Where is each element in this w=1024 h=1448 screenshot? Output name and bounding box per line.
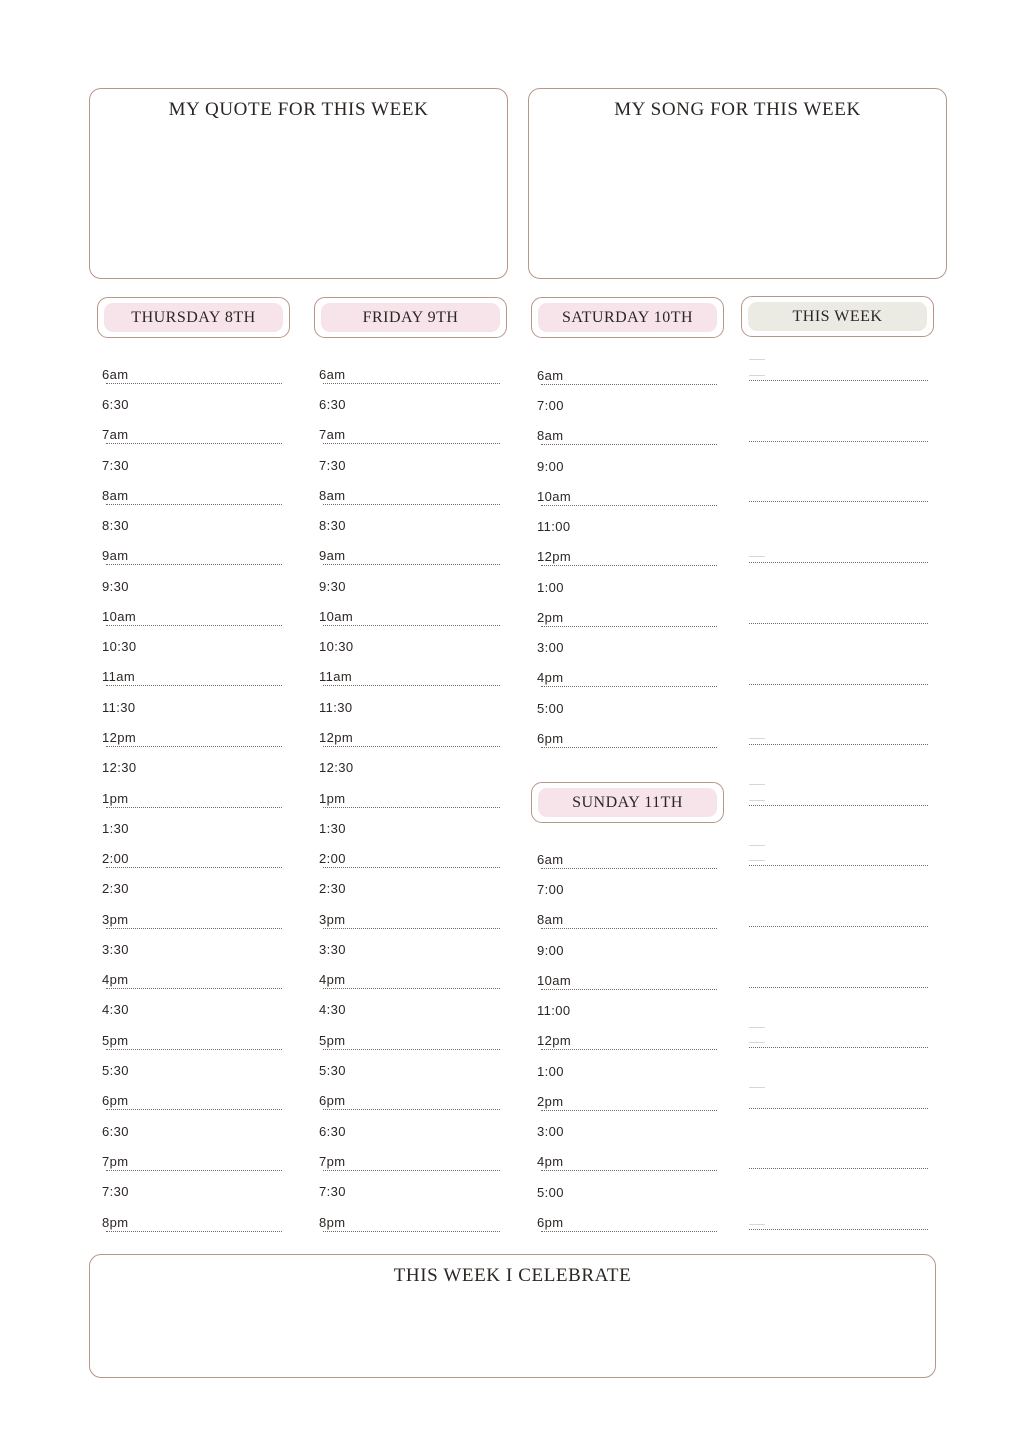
entry-line[interactable] xyxy=(323,383,500,384)
time-label: 6am xyxy=(537,852,564,867)
time-slot[interactable] xyxy=(102,367,282,397)
sunday-header xyxy=(531,782,724,823)
time-label: 8am xyxy=(537,428,564,443)
time-slot[interactable] xyxy=(102,669,282,699)
time-label: 8:30 xyxy=(102,518,129,533)
time-label: 8am xyxy=(319,488,346,503)
time-slot[interactable] xyxy=(537,610,717,640)
time-label: 7:00 xyxy=(537,882,564,897)
time-label: 5:00 xyxy=(537,701,564,716)
time-label: 4pm xyxy=(537,670,564,685)
faint-tick xyxy=(749,860,765,861)
entry-line[interactable] xyxy=(323,504,500,505)
time-label: 4pm xyxy=(537,1154,564,1169)
time-label: 4pm xyxy=(319,972,346,987)
time-slot[interactable] xyxy=(102,548,282,578)
time-label: 5pm xyxy=(102,1033,129,1048)
time-slot[interactable] xyxy=(102,730,282,760)
time-label: 9:30 xyxy=(102,579,129,594)
time-label: 1:00 xyxy=(537,580,564,595)
faint-tick xyxy=(749,1027,765,1028)
entry-line[interactable] xyxy=(323,746,500,747)
time-label: 3:00 xyxy=(537,640,564,655)
time-label: 5pm xyxy=(319,1033,346,1048)
entry-line[interactable] xyxy=(323,564,500,565)
time-label: 7am xyxy=(102,427,129,442)
faint-tick xyxy=(749,1087,765,1088)
week-entry-line[interactable] xyxy=(749,1229,928,1230)
entry-line[interactable] xyxy=(106,1049,282,1050)
time-label: 8:30 xyxy=(319,518,346,533)
time-slot[interactable] xyxy=(319,851,500,881)
time-slot xyxy=(319,1184,500,1214)
entry-line[interactable] xyxy=(541,686,717,687)
saturday-header xyxy=(531,297,724,338)
time-slot[interactable] xyxy=(319,912,500,942)
celebrate-box[interactable] xyxy=(89,1254,936,1378)
time-label: 6pm xyxy=(537,731,564,746)
this-week-header xyxy=(741,296,934,337)
time-label: 7:30 xyxy=(319,1184,346,1199)
time-slot[interactable] xyxy=(537,670,717,700)
time-label: 5:00 xyxy=(537,1185,564,1200)
time-label: 7pm xyxy=(102,1154,129,1169)
time-slot[interactable] xyxy=(537,731,717,761)
week-entry-line[interactable] xyxy=(749,501,928,502)
time-slot xyxy=(537,701,717,731)
time-label: 6am xyxy=(319,367,346,382)
time-label: 6:30 xyxy=(319,397,346,412)
time-slot xyxy=(319,397,500,427)
time-label: 3:00 xyxy=(537,1124,564,1139)
entry-line[interactable] xyxy=(541,1170,717,1171)
time-slot xyxy=(537,1185,717,1215)
time-label: 12:30 xyxy=(102,760,137,775)
time-label: 2pm xyxy=(537,1094,564,1109)
entry-line[interactable] xyxy=(323,625,500,626)
entry-line[interactable] xyxy=(323,807,500,808)
time-label: 9am xyxy=(319,548,346,563)
time-slot[interactable] xyxy=(319,548,500,578)
time-label: 10:30 xyxy=(319,639,354,654)
time-slot xyxy=(537,580,717,610)
time-slot xyxy=(319,518,500,548)
time-slot xyxy=(102,1124,282,1154)
entry-line[interactable] xyxy=(106,564,282,565)
time-slot[interactable] xyxy=(102,851,282,881)
time-label: 7:00 xyxy=(537,398,564,413)
week-entry-line[interactable] xyxy=(749,441,928,442)
time-slot[interactable] xyxy=(537,1094,717,1124)
friday-label: FRIDAY 9TH xyxy=(321,303,500,332)
time-label: 3pm xyxy=(319,912,346,927)
week-entry-line[interactable] xyxy=(749,562,928,563)
time-slot xyxy=(102,397,282,427)
time-slot[interactable] xyxy=(319,1215,500,1245)
time-label: 6:30 xyxy=(102,1124,129,1139)
time-slot xyxy=(102,579,282,609)
time-slot xyxy=(319,881,500,911)
time-slot xyxy=(319,1124,500,1154)
time-label: 6pm xyxy=(102,1093,129,1108)
time-label: 12pm xyxy=(319,730,354,745)
time-slot xyxy=(102,1063,282,1093)
time-slot[interactable] xyxy=(319,669,500,699)
time-label: 8pm xyxy=(102,1215,129,1230)
time-slot xyxy=(102,1002,282,1032)
time-slot xyxy=(102,1184,282,1214)
time-slot[interactable] xyxy=(319,1093,500,1123)
time-label: 1pm xyxy=(319,791,346,806)
entry-line[interactable] xyxy=(106,746,282,747)
time-slot[interactable] xyxy=(102,972,282,1002)
time-label: 7:30 xyxy=(102,1184,129,1199)
time-slot xyxy=(537,519,717,549)
time-label: 4:30 xyxy=(319,1002,346,1017)
time-slot[interactable] xyxy=(102,1215,282,1245)
entry-line[interactable] xyxy=(541,626,717,627)
thursday-label: THURSDAY 8TH xyxy=(104,303,283,332)
time-slot[interactable] xyxy=(537,489,717,519)
time-label: 2:00 xyxy=(102,851,129,866)
week-entry-line[interactable] xyxy=(749,987,928,988)
time-label: 6:30 xyxy=(102,397,129,412)
time-label: 11:00 xyxy=(537,519,571,534)
time-slot xyxy=(102,458,282,488)
time-label: 9am xyxy=(102,548,129,563)
entry-line[interactable] xyxy=(323,1231,500,1232)
time-label: 3:30 xyxy=(319,942,346,957)
time-slot[interactable] xyxy=(319,730,500,760)
faint-tick xyxy=(749,1224,765,1225)
entry-line[interactable] xyxy=(106,1231,282,1232)
week-entry-line[interactable] xyxy=(749,1047,928,1048)
time-label: 10am xyxy=(537,489,572,504)
time-slot xyxy=(537,943,717,973)
time-slot xyxy=(319,760,500,790)
time-label: 2pm xyxy=(537,610,564,625)
week-entry-line[interactable] xyxy=(749,865,928,866)
time-slot[interactable] xyxy=(319,427,500,457)
time-slot[interactable] xyxy=(537,428,717,458)
time-slot[interactable] xyxy=(319,972,500,1002)
time-label: 8am xyxy=(537,912,564,927)
entry-line[interactable] xyxy=(106,1109,282,1110)
faint-tick xyxy=(749,359,765,360)
time-label: 7am xyxy=(319,427,346,442)
time-label: 11:30 xyxy=(102,700,136,715)
time-label: 2:30 xyxy=(319,881,346,896)
time-slot xyxy=(102,881,282,911)
time-label: 1:30 xyxy=(319,821,346,836)
time-slot xyxy=(319,639,500,669)
time-label: 9:00 xyxy=(537,943,564,958)
time-slot xyxy=(102,700,282,730)
saturday-label: SATURDAY 10TH xyxy=(538,303,717,332)
time-slot xyxy=(102,760,282,790)
entry-line[interactable] xyxy=(541,928,717,929)
time-label: 10:30 xyxy=(102,639,137,654)
time-slot[interactable] xyxy=(102,912,282,942)
time-label: 5:30 xyxy=(102,1063,129,1078)
week-entry-line[interactable] xyxy=(749,1168,928,1169)
time-label: 11:30 xyxy=(319,700,353,715)
time-label: 10am xyxy=(102,609,137,624)
entry-line[interactable] xyxy=(323,685,500,686)
entry-line[interactable] xyxy=(541,444,717,445)
entry-line[interactable] xyxy=(106,807,282,808)
entry-line[interactable] xyxy=(106,504,282,505)
entry-line[interactable] xyxy=(106,685,282,686)
time-label: 11am xyxy=(319,669,353,684)
entry-line[interactable] xyxy=(106,383,282,384)
entry-line[interactable] xyxy=(541,868,717,869)
time-slot[interactable] xyxy=(102,791,282,821)
this-week-label: THIS WEEK xyxy=(748,302,927,331)
time-label: 9:00 xyxy=(537,459,564,474)
faint-tick xyxy=(749,784,765,785)
faint-tick xyxy=(749,1042,765,1043)
entry-line[interactable] xyxy=(541,1110,717,1111)
time-label: 11:00 xyxy=(537,1003,571,1018)
friday-header xyxy=(314,297,507,338)
week-entry-line[interactable] xyxy=(749,744,928,745)
time-slot[interactable] xyxy=(319,367,500,397)
entry-line[interactable] xyxy=(106,1170,282,1171)
time-slot[interactable] xyxy=(537,549,717,579)
time-slot xyxy=(537,398,717,428)
time-label: 5:30 xyxy=(319,1063,346,1078)
time-label: 1pm xyxy=(102,791,129,806)
time-slot[interactable] xyxy=(319,1033,500,1063)
saturday-schedule xyxy=(537,368,717,748)
time-label: 2:00 xyxy=(319,851,346,866)
entry-line[interactable] xyxy=(323,443,500,444)
entry-line[interactable] xyxy=(541,1231,717,1232)
time-slot[interactable] xyxy=(537,973,717,1003)
time-slot xyxy=(537,640,717,670)
entry-line[interactable] xyxy=(323,867,500,868)
week-entry-line[interactable] xyxy=(749,805,928,806)
time-slot[interactable] xyxy=(537,1033,717,1063)
song-box-title: MY SONG FOR THIS WEEK xyxy=(614,99,861,120)
entry-line[interactable] xyxy=(323,1170,500,1171)
time-label: 8pm xyxy=(319,1215,346,1230)
time-label: 8am xyxy=(102,488,129,503)
time-slot[interactable] xyxy=(537,852,717,882)
sunday-label: SUNDAY 11TH xyxy=(538,788,717,817)
celebrate-title: THIS WEEK I CELEBRATE xyxy=(393,1265,632,1286)
week-entry-line[interactable] xyxy=(749,684,928,685)
entry-line[interactable] xyxy=(541,565,717,566)
time-slot[interactable] xyxy=(319,609,500,639)
time-slot xyxy=(319,700,500,730)
time-slot[interactable] xyxy=(102,1033,282,1063)
time-slot[interactable] xyxy=(537,368,717,398)
time-slot xyxy=(102,821,282,851)
time-slot[interactable] xyxy=(319,1154,500,1184)
quote-box[interactable] xyxy=(89,88,508,279)
thursday-schedule xyxy=(102,367,282,1247)
time-label: 7pm xyxy=(319,1154,346,1169)
time-label: 10am xyxy=(537,973,572,988)
this-week-list xyxy=(749,350,930,1240)
entry-line[interactable] xyxy=(323,988,500,989)
time-label: 4pm xyxy=(102,972,129,987)
time-slot[interactable] xyxy=(102,488,282,518)
thursday-header xyxy=(97,297,290,338)
time-label: 12pm xyxy=(537,1033,572,1048)
time-label: 12pm xyxy=(537,549,572,564)
time-slot[interactable] xyxy=(102,609,282,639)
quote-box-title: MY QUOTE FOR THIS WEEK xyxy=(168,99,429,120)
time-slot xyxy=(319,1002,500,1032)
time-slot xyxy=(537,1003,717,1033)
time-slot xyxy=(319,458,500,488)
faint-tick xyxy=(749,800,765,801)
time-slot[interactable] xyxy=(537,1215,717,1245)
time-slot xyxy=(102,942,282,972)
time-slot xyxy=(537,1064,717,1094)
faint-tick xyxy=(749,375,765,376)
time-slot[interactable] xyxy=(102,427,282,457)
time-label: 6am xyxy=(102,367,129,382)
week-entry-line[interactable] xyxy=(749,1108,928,1109)
time-slot xyxy=(319,942,500,972)
time-label: 7:30 xyxy=(319,458,346,473)
time-label: 6:30 xyxy=(319,1124,346,1139)
week-entry-line[interactable] xyxy=(749,380,928,381)
time-label: 4:30 xyxy=(102,1002,129,1017)
time-label: 6pm xyxy=(319,1093,346,1108)
time-label: 10am xyxy=(319,609,354,624)
time-slot[interactable] xyxy=(319,488,500,518)
entry-line[interactable] xyxy=(106,988,282,989)
time-label: 9:30 xyxy=(319,579,346,594)
time-slot xyxy=(319,821,500,851)
time-label: 6pm xyxy=(537,1215,564,1230)
time-slot[interactable] xyxy=(102,1093,282,1123)
entry-line[interactable] xyxy=(541,1049,717,1050)
time-label: 3:30 xyxy=(102,942,129,957)
entry-line[interactable] xyxy=(541,384,717,385)
time-label: 1:30 xyxy=(102,821,129,836)
time-slot[interactable] xyxy=(537,912,717,942)
week-entry-line[interactable] xyxy=(749,623,928,624)
time-label: 7:30 xyxy=(102,458,129,473)
time-slot xyxy=(537,1124,717,1154)
entry-line[interactable] xyxy=(323,928,500,929)
entry-line[interactable] xyxy=(541,989,717,990)
faint-tick xyxy=(749,556,765,557)
entry-line[interactable] xyxy=(323,1109,500,1110)
faint-tick xyxy=(749,738,765,739)
entry-line[interactable] xyxy=(323,1049,500,1050)
entry-line[interactable] xyxy=(541,505,717,506)
time-slot xyxy=(102,518,282,548)
time-slot[interactable] xyxy=(102,1154,282,1184)
friday-schedule xyxy=(319,367,500,1247)
time-label: 11am xyxy=(102,669,136,684)
time-slot[interactable] xyxy=(319,791,500,821)
time-slot xyxy=(319,579,500,609)
entry-line[interactable] xyxy=(541,747,717,748)
week-entry-line[interactable] xyxy=(749,926,928,927)
entry-line[interactable] xyxy=(106,867,282,868)
entry-line[interactable] xyxy=(106,625,282,626)
entry-line[interactable] xyxy=(106,928,282,929)
time-slot[interactable] xyxy=(537,1154,717,1184)
time-label: 12:30 xyxy=(319,760,354,775)
time-slot xyxy=(537,882,717,912)
time-slot xyxy=(537,459,717,489)
time-slot xyxy=(319,1063,500,1093)
song-box[interactable] xyxy=(528,88,947,279)
time-label: 1:00 xyxy=(537,1064,564,1079)
time-label: 2:30 xyxy=(102,881,129,896)
faint-tick xyxy=(749,845,765,846)
time-label: 6am xyxy=(537,368,564,383)
entry-line[interactable] xyxy=(106,443,282,444)
time-label: 12pm xyxy=(102,730,137,745)
sunday-schedule xyxy=(537,852,717,1232)
time-label: 3pm xyxy=(102,912,129,927)
time-slot xyxy=(102,639,282,669)
